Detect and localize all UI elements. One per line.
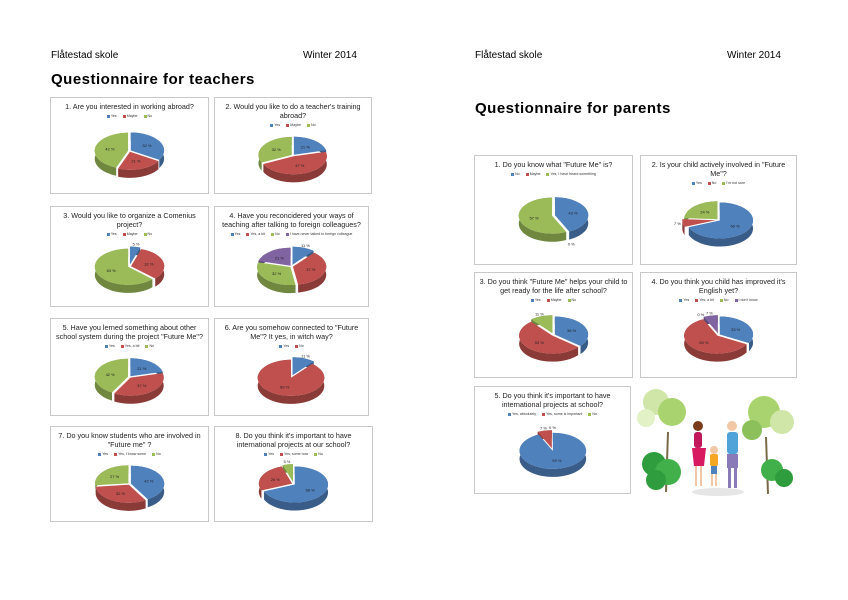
pie-data-label: 60 %: [699, 339, 709, 345]
legend-label: Yes: [110, 232, 117, 236]
pie-data-label: 42 %: [144, 478, 154, 484]
pie-data-label: 11 %: [534, 311, 544, 317]
pie-data-label: 63 %: [106, 268, 116, 274]
pie-data-label: 11 %: [301, 242, 310, 248]
pie-data-label: 5 %: [283, 459, 291, 465]
pie-chart: [51, 319, 208, 415]
pie-data-label: 93 %: [552, 457, 562, 463]
pie-data-label: 0 %: [549, 424, 556, 430]
pie-chart: [475, 156, 632, 264]
chart-card-teachers-6: [214, 318, 369, 416]
pie-data-label: 33 %: [731, 326, 741, 332]
legend-label: I don't know: [738, 298, 758, 302]
right-school-name: Flåtestad skole: [475, 50, 543, 61]
legend-label: No: [571, 298, 577, 302]
legend-label: Yes, some is important: [546, 412, 583, 416]
chart-card-parents-1: [474, 155, 633, 265]
pie-data-label: 32 %: [271, 147, 281, 153]
pie-data-label: 21 %: [274, 255, 284, 261]
pie-chart: [51, 427, 208, 521]
legend-label: No: [147, 232, 153, 236]
pie-data-label: 68 %: [305, 487, 315, 493]
legend-label: Yes: [102, 452, 109, 456]
legend-label: No: [156, 452, 161, 456]
pie-data-label: 0 %: [567, 241, 575, 247]
pie-data-label: 37 %: [306, 266, 316, 272]
pie-chart: [215, 427, 372, 521]
pie-slice: [258, 360, 325, 396]
legend-label: Yes: [234, 232, 241, 236]
chart-card-teachers-8: [214, 426, 373, 522]
chart-title: 4. Do you think you child has improved it's English yet?: [651, 277, 786, 295]
pie-data-label: 53 %: [534, 340, 544, 346]
pie-data-label: 43 %: [568, 210, 578, 216]
legend-label: No: [711, 181, 717, 185]
legend-label: No: [318, 452, 323, 456]
left-date: Winter 2014: [303, 50, 357, 61]
pie-data-label: 7 %: [705, 310, 713, 316]
pie-data-label: 24 %: [700, 209, 710, 215]
chart-card-parents-4: [640, 272, 797, 378]
legend-label: Yes, I know some: [118, 452, 147, 456]
pie-data-label: 21 %: [131, 158, 141, 164]
legend-label: Yes: [268, 452, 274, 456]
pie-data-label: 11 %: [301, 353, 311, 359]
chart-title: 4. Have you reconcidered your ways of teaching after talking to foreign colleagues?: [222, 211, 361, 229]
legend-label: Yes: [283, 344, 290, 348]
legend-label: Yes, a bit: [699, 298, 714, 302]
pie-data-label: 7 %: [539, 425, 547, 431]
pie-data-label: 7 %: [673, 220, 681, 226]
pie-data-label: 32 %: [115, 491, 126, 497]
chart-card-parents-5: [474, 386, 631, 494]
legend-label: Yes, I have heard something: [550, 172, 596, 176]
chart-title: 5. Have you lerned something about other school system during the project "Future Me"?: [56, 323, 203, 341]
pie-data-label: 89 %: [280, 384, 290, 390]
chart-card-teachers-2: [214, 97, 372, 194]
legend-label: Maybe: [290, 123, 302, 127]
pie-chart: [51, 207, 208, 306]
legend-label: No: [311, 123, 316, 127]
teachers-title: Questionnaire for teachers: [51, 71, 255, 88]
legend-label: Yes: [695, 181, 702, 185]
pie-slice: [520, 433, 587, 469]
pie-data-label: 47 %: [295, 163, 305, 169]
legend-label: No: [299, 344, 304, 348]
pie-data-label: 37 %: [137, 382, 147, 388]
pie-data-label: 57 %: [529, 215, 539, 221]
pie-data-label: 26 %: [270, 476, 280, 482]
legend-label: Yes, some how: [284, 452, 309, 456]
chart-card-teachers-4: [214, 206, 369, 307]
pie-chart: [215, 98, 371, 193]
pie-chart: [475, 387, 630, 493]
legend-label: No: [149, 344, 155, 348]
chart-card-teachers-3: [50, 206, 209, 307]
pie-data-label: 69 %: [730, 223, 740, 229]
legend-label: I'm not sure: [726, 181, 746, 185]
legend-label: Yes: [683, 298, 690, 302]
pie-data-label: 32 %: [142, 143, 152, 149]
legend-label: Maybe: [529, 172, 541, 176]
pie-chart: [475, 273, 632, 377]
chart-title: 6. Are you somehow connected to "Future Me"? It yes, in witch way?: [224, 323, 359, 341]
chart-card-parents-2: [640, 155, 797, 265]
legend-label: Yes: [110, 114, 117, 118]
chart-card-teachers-1: [50, 97, 209, 194]
legend-label: No: [275, 232, 280, 236]
chart-card-parents-3: [474, 272, 633, 378]
chart-card-teachers-5: [50, 318, 209, 416]
legend-label: Maybe: [550, 298, 562, 302]
right-date: Winter 2014: [727, 50, 781, 61]
chart-title: 3. Would you like to organize a Comenius project?: [63, 211, 196, 229]
family-illustration: [636, 382, 800, 502]
legend-label: Yes, a bit: [250, 232, 266, 236]
pie-chart: [215, 207, 368, 306]
pie-chart: [641, 156, 796, 264]
chart-card-teachers-7: [50, 426, 209, 522]
chart-title: 8. Do you think it's important to have international projects at our school?: [235, 431, 352, 449]
pie-data-label: 21 %: [300, 144, 310, 150]
pie-chart: [215, 319, 368, 415]
legend-label: Yes: [534, 298, 541, 302]
pie-data-label: 36 %: [567, 327, 577, 333]
chart-title: 7. Do you know students who are involved in "Future me" ?: [58, 431, 201, 449]
legend-label: No: [592, 412, 597, 416]
legend-label: Maybe: [126, 232, 138, 236]
parents-title: Questionnaire for parents: [475, 100, 671, 117]
pie-chart: [51, 98, 208, 193]
pie-data-label: 42 %: [105, 146, 115, 152]
legend-label: Yes: [274, 123, 281, 127]
chart-title: 1. Do you know what "Future Me" is?: [494, 160, 613, 169]
chart-title: 3. Do you think "Future Me" helps your child to get ready for the life after school?: [479, 277, 628, 295]
pie-data-label: 32 %: [272, 271, 282, 277]
legend-label: Yes: [108, 344, 115, 348]
chart-title: 1. Are you interested in working abroad?: [65, 102, 194, 111]
legend-label: No: [723, 298, 729, 302]
legend-label: No: [147, 114, 153, 118]
chart-title: 2. Is your child actively involved in "Future Me"?: [651, 160, 786, 178]
legend-label: Yes, absolutely: [512, 412, 537, 416]
chart-title: 5. Do you think it's important to have international projects at school?: [494, 391, 611, 409]
pie-data-label: 21 %: [137, 365, 147, 371]
pie-data-label: 42 %: [105, 371, 115, 377]
legend-label: Maybe: [126, 114, 138, 118]
pie-data-label: 5 %: [132, 241, 140, 247]
legend-label: Yes, a bit: [124, 344, 140, 348]
legend-label: I have never talked to foreign colleague: [289, 232, 353, 236]
chart-title: 2. Would you like to do a teacher's training abroad?: [225, 102, 361, 120]
pie-data-label: 27 %: [110, 474, 120, 480]
pie-data-label: 32 %: [144, 261, 154, 267]
left-school-name: Flåtestad skole: [51, 50, 119, 61]
legend-label: No: [515, 172, 520, 176]
pie-data-label: 0 %: [697, 312, 705, 318]
pie-chart: [641, 273, 796, 377]
